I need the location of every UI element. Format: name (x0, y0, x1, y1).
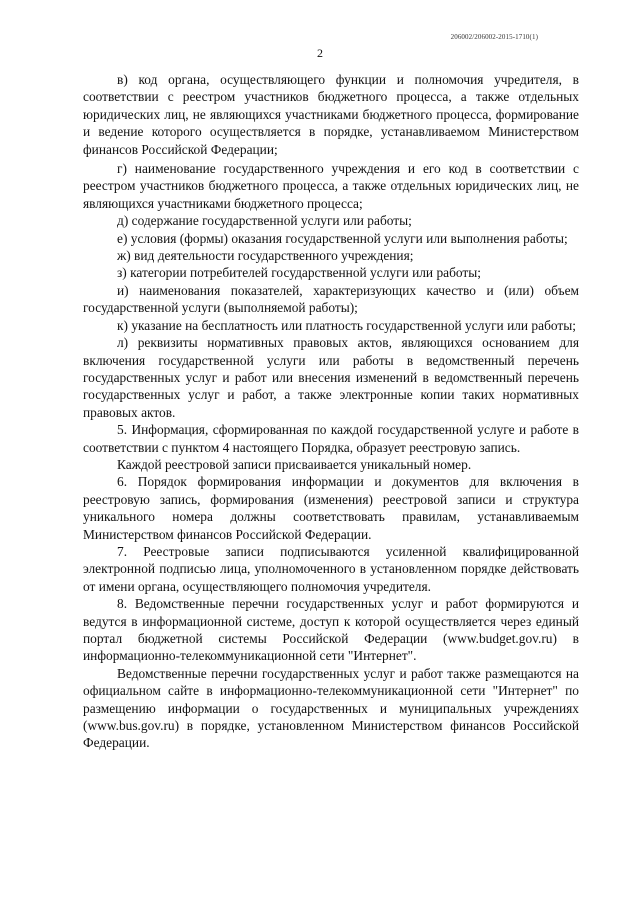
paragraph-e-service-conditions: е) условия (формы) оказания государственной услуги или выполнения работы; (117, 230, 568, 246)
paragraph-k-free-or-paid: к) указание на бесплатность или платность государственной услуги или работы; (117, 317, 576, 333)
paragraph-7-electronic-signature: 7. Реестровые записи подписываются усиленной квалифицированной электронной подписью лица, уполномоченного в установленном порядке действовать от имени органа, осуществляющего полномочия учредителя. (83, 543, 579, 594)
paragraph-v-body-code: в) код органа, осуществляющего функции и полномочия учредителя, в соответствии с реестром участников бюджетного процесса, а также отдельных юридических лиц, не являющихся участниками бюджетного процесса, формирование и ведение которого осуществляется в порядке, устанавливаемом Министерством финансов Российской Федерации; (83, 72, 579, 157)
paragraph-website-publication: Ведомственные перечни государственных услуг и работ также размещаются на официальном сайте в информационно-телекоммуникационной сети "Интернет" по размещению информации о государственных и муниципальных учреждениях (www.bus.gov.ru) в порядке, установленном Министерством финансов Российской Федерации. (83, 665, 579, 751)
document-id: 206002/206002-2015-1710(1) (450, 33, 538, 41)
paragraph-8-information-system: 8. Ведомственные перечни государственных услуг и работ формируются и ведутся в информационной системе, доступ к которой осуществляется через единый портал бюджетной системы Российской Федерации (www.budget.gov.ru) в информационно-телекоммуникационной сети "Интернет". (83, 596, 579, 664)
paragraph-6-formation-procedure: 6. Порядок формирования информации и документов для включения в реестровую запись, формирования (изменения) реестровой записи и структура уникального номера должны соответствовать правилам, устанавливаемым Министерством финансов Российской Федерации. (83, 474, 579, 542)
paragraph-z-consumer-categories: з) категории потребителей государственной услуги или работы; (117, 265, 481, 281)
document-body (83, 71, 579, 752)
paragraph-d-service-content: д) содержание государственной услуги или работы; (117, 213, 412, 229)
paragraph-unique-number: Каждой реестровой записи присваивается уникальный номер. (117, 456, 472, 472)
paragraph-zh-activity-type: ж) вид деятельности государственного учреждения; (117, 248, 414, 264)
paragraph-5-registry-entry: 5. Информация, сформированная по каждой государственной услуге и работе в соответствии с пунктом 4 настоящего Порядка, образует реестровую запись. (83, 422, 579, 455)
paragraph-i-indicators: и) наименования показателей, характеризующих качество и (или) объем государственной услуги (выполняемой работы); (83, 282, 579, 316)
page-number: 2 (317, 46, 323, 60)
paragraph-l-legal-acts: л) реквизиты нормативных правовых актов, являющихся основанием для включения государственной услуги или работы в ведомственный перечень государственных услуг и работ или внесения изменений в ведомственный перечень государственных услуг и работ, а также электронные копии таких нормативных правовых актов. (83, 335, 579, 420)
paragraph-g-institution-name: г) наименование государственного учреждения и его код в соответствии с реестром участников бюджетного процесса, а также отдельных юридических лиц, не являющихся участниками бюджетного процесса; (83, 161, 579, 211)
